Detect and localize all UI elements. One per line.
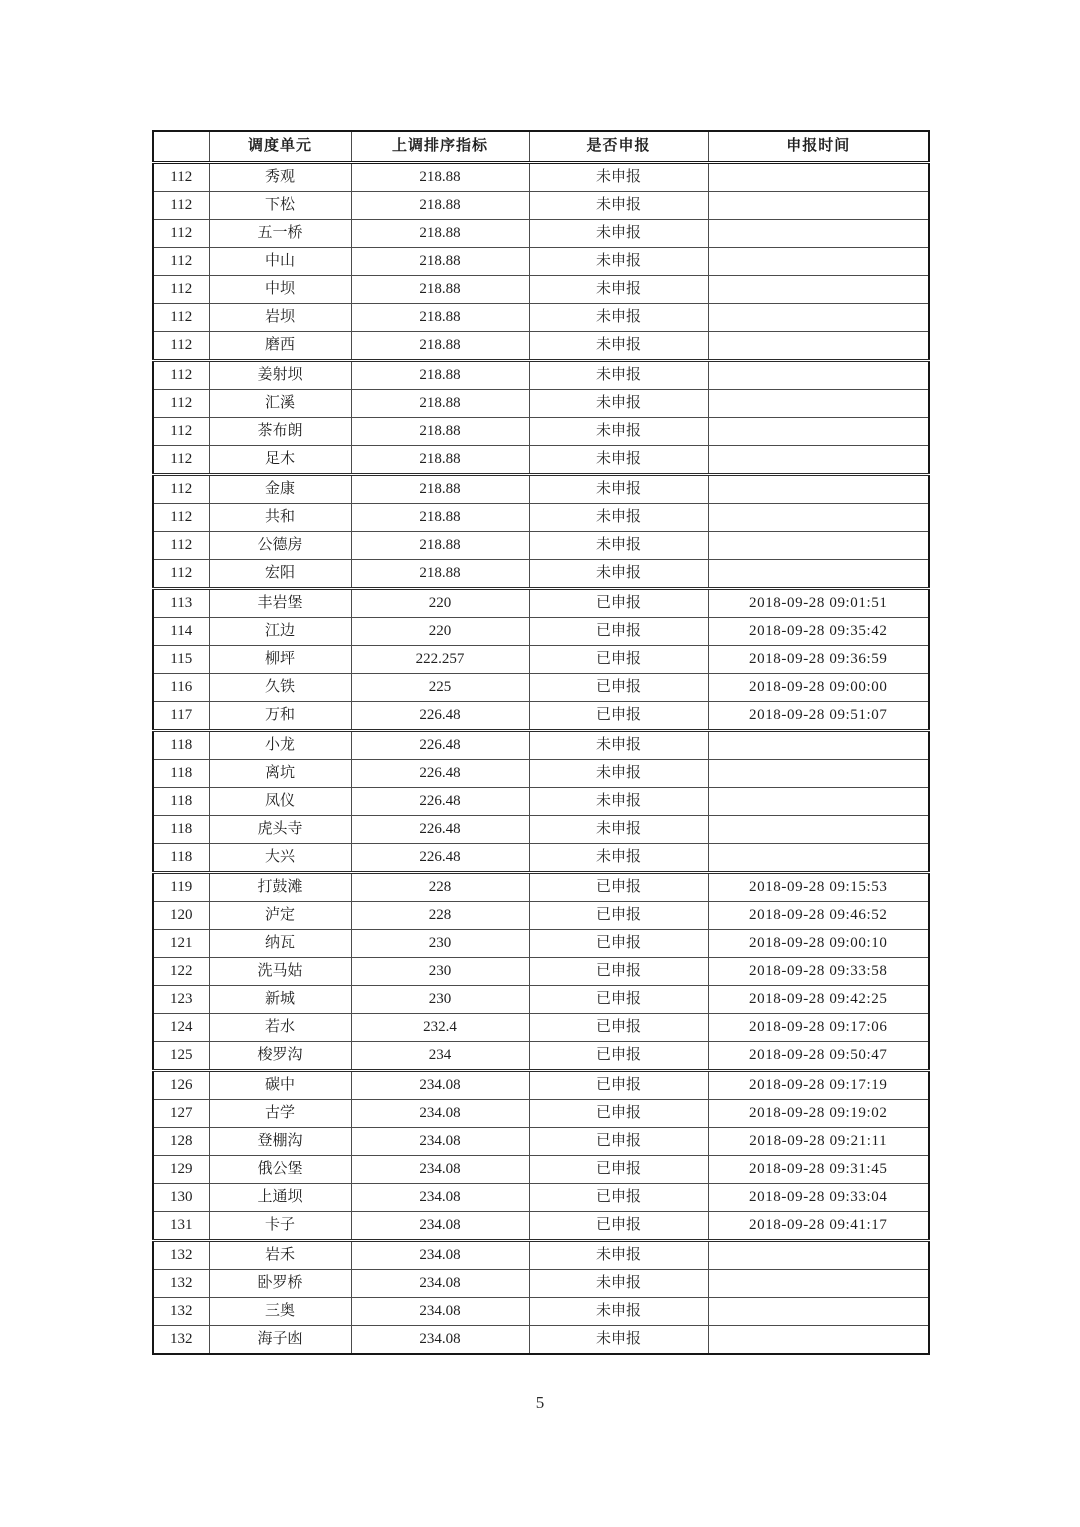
cell-indicator: 234.08 (351, 1298, 529, 1326)
cell-rank: 118 (153, 760, 209, 788)
table-row (153, 560, 929, 589)
cell-time: 2018-09-28 09:00:00 (708, 674, 929, 702)
cell-time (708, 390, 929, 418)
cell-rank: 112 (153, 560, 209, 589)
cell-declared: 未申报 (529, 475, 708, 504)
cell-time: 2018-09-28 09:01:51 (708, 589, 929, 618)
cell-time: 2018-09-28 09:33:04 (708, 1184, 929, 1212)
cell-unit: 岩坝 (209, 304, 351, 332)
cell-time (708, 1241, 929, 1270)
cell-declared: 已申报 (529, 1014, 708, 1042)
table-row (153, 1014, 929, 1042)
page-number: 5 (535, 1393, 545, 1412)
table-row (153, 361, 929, 390)
cell-declared: 已申报 (529, 902, 708, 930)
cell-rank: 118 (153, 788, 209, 816)
cell-unit: 江边 (209, 618, 351, 646)
cell-declared: 已申报 (529, 674, 708, 702)
cell-time (708, 788, 929, 816)
cell-time (708, 332, 929, 361)
cell-time (708, 1326, 929, 1355)
cell-rank: 112 (153, 475, 209, 504)
cell-time: 2018-09-28 09:17:19 (708, 1071, 929, 1100)
cell-unit: 碳中 (209, 1071, 351, 1100)
cell-unit: 三奥 (209, 1298, 351, 1326)
cell-rank: 112 (153, 192, 209, 220)
cell-unit: 下松 (209, 192, 351, 220)
cell-declared: 已申报 (529, 958, 708, 986)
cell-rank: 113 (153, 589, 209, 618)
cell-declared: 已申报 (529, 646, 708, 674)
cell-indicator: 226.48 (351, 844, 529, 873)
table-row (153, 873, 929, 902)
cell-time (708, 731, 929, 760)
cell-rank: 112 (153, 220, 209, 248)
cell-indicator: 234.08 (351, 1071, 529, 1100)
cell-rank: 126 (153, 1071, 209, 1100)
cell-declared: 已申报 (529, 873, 708, 902)
cell-declared: 已申报 (529, 1184, 708, 1212)
cell-unit: 五一桥 (209, 220, 351, 248)
cell-rank: 120 (153, 902, 209, 930)
table-row (153, 1042, 929, 1071)
cell-indicator: 234.08 (351, 1270, 529, 1298)
table-row (153, 1156, 929, 1184)
header-cell-indicator: 上调排序指标 (351, 131, 529, 163)
cell-declared: 已申报 (529, 986, 708, 1014)
cell-rank: 132 (153, 1326, 209, 1355)
table-row (153, 332, 929, 361)
cell-rank: 116 (153, 674, 209, 702)
cell-unit: 足木 (209, 446, 351, 475)
cell-unit: 小龙 (209, 731, 351, 760)
cell-indicator: 218.88 (351, 304, 529, 332)
table-row (153, 731, 929, 760)
cell-indicator: 218.88 (351, 475, 529, 504)
cell-time: 2018-09-28 09:15:53 (708, 873, 929, 902)
table-row (153, 760, 929, 788)
cell-time (708, 361, 929, 390)
cell-indicator: 234.08 (351, 1128, 529, 1156)
cell-indicator: 218.88 (351, 446, 529, 475)
cell-declared: 未申报 (529, 760, 708, 788)
cell-time: 2018-09-28 09:31:45 (708, 1156, 929, 1184)
cell-unit: 俄公堡 (209, 1156, 351, 1184)
cell-indicator: 234.08 (351, 1326, 529, 1355)
table-row (153, 1326, 929, 1355)
table-row (153, 163, 929, 192)
cell-declared: 未申报 (529, 361, 708, 390)
cell-declared: 未申报 (529, 816, 708, 844)
cell-unit: 宏阳 (209, 560, 351, 589)
cell-indicator: 234.08 (351, 1156, 529, 1184)
table-row (153, 1298, 929, 1326)
table-row (153, 1212, 929, 1241)
cell-indicator: 226.48 (351, 816, 529, 844)
data-table (152, 130, 930, 1355)
cell-indicator: 230 (351, 930, 529, 958)
cell-time (708, 163, 929, 192)
cell-rank: 112 (153, 248, 209, 276)
cell-time: 2018-09-28 09:51:07 (708, 702, 929, 731)
cell-declared: 未申报 (529, 844, 708, 873)
cell-time (708, 304, 929, 332)
cell-indicator: 234.08 (351, 1241, 529, 1270)
cell-rank: 114 (153, 618, 209, 646)
cell-unit: 虎头寺 (209, 816, 351, 844)
cell-unit: 磨西 (209, 332, 351, 361)
cell-unit: 共和 (209, 504, 351, 532)
cell-rank: 118 (153, 844, 209, 873)
cell-unit: 岩禾 (209, 1241, 351, 1270)
cell-declared: 未申报 (529, 276, 708, 304)
cell-rank: 112 (153, 332, 209, 361)
cell-unit: 梭罗沟 (209, 1042, 351, 1071)
cell-indicator: 220 (351, 589, 529, 618)
table-row (153, 816, 929, 844)
cell-rank: 128 (153, 1128, 209, 1156)
cell-rank: 119 (153, 873, 209, 902)
table-row (153, 674, 929, 702)
cell-declared: 未申报 (529, 304, 708, 332)
table-header-row (153, 131, 929, 163)
table-row (153, 1270, 929, 1298)
cell-time: 2018-09-28 09:35:42 (708, 618, 929, 646)
table-row (153, 1100, 929, 1128)
cell-unit: 茶布朗 (209, 418, 351, 446)
cell-rank: 112 (153, 163, 209, 192)
cell-indicator: 228 (351, 902, 529, 930)
cell-time (708, 248, 929, 276)
cell-unit: 古学 (209, 1100, 351, 1128)
table-row (153, 1184, 929, 1212)
cell-indicator: 220 (351, 618, 529, 646)
cell-rank: 115 (153, 646, 209, 674)
cell-declared: 未申报 (529, 560, 708, 589)
table-row (153, 844, 929, 873)
table-row (153, 1128, 929, 1156)
cell-unit: 大兴 (209, 844, 351, 873)
cell-rank: 117 (153, 702, 209, 731)
cell-unit: 泸定 (209, 902, 351, 930)
cell-indicator: 222.257 (351, 646, 529, 674)
cell-time (708, 560, 929, 589)
cell-time (708, 1270, 929, 1298)
cell-indicator: 218.88 (351, 418, 529, 446)
cell-time: 2018-09-28 09:46:52 (708, 902, 929, 930)
cell-time: 2018-09-28 09:17:06 (708, 1014, 929, 1042)
cell-declared: 已申报 (529, 1071, 708, 1100)
header-cell-declared: 是否申报 (529, 131, 708, 163)
cell-rank: 112 (153, 504, 209, 532)
cell-declared: 未申报 (529, 1241, 708, 1270)
cell-indicator: 230 (351, 986, 529, 1014)
cell-rank: 132 (153, 1298, 209, 1326)
cell-unit: 海子凼 (209, 1326, 351, 1355)
cell-indicator: 218.88 (351, 532, 529, 560)
cell-time (708, 532, 929, 560)
cell-indicator: 226.48 (351, 731, 529, 760)
table-row (153, 418, 929, 446)
cell-rank: 132 (153, 1270, 209, 1298)
cell-declared: 未申报 (529, 390, 708, 418)
cell-declared: 已申报 (529, 1100, 708, 1128)
cell-time: 2018-09-28 09:41:17 (708, 1212, 929, 1241)
cell-rank: 112 (153, 276, 209, 304)
cell-unit: 卧罗桥 (209, 1270, 351, 1298)
cell-unit: 汇溪 (209, 390, 351, 418)
cell-unit: 新城 (209, 986, 351, 1014)
table-row (153, 589, 929, 618)
cell-time (708, 276, 929, 304)
cell-declared: 未申报 (529, 532, 708, 560)
cell-declared: 已申报 (529, 1212, 708, 1241)
cell-unit: 登棚沟 (209, 1128, 351, 1156)
table-row (153, 276, 929, 304)
cell-indicator: 228 (351, 873, 529, 902)
cell-indicator: 230 (351, 958, 529, 986)
cell-unit: 中山 (209, 248, 351, 276)
cell-unit: 离坑 (209, 760, 351, 788)
cell-rank: 123 (153, 986, 209, 1014)
cell-indicator: 234.08 (351, 1212, 529, 1241)
cell-rank: 112 (153, 390, 209, 418)
cell-rank: 112 (153, 304, 209, 332)
cell-time: 2018-09-28 09:36:59 (708, 646, 929, 674)
cell-indicator: 218.88 (351, 504, 529, 532)
cell-rank: 129 (153, 1156, 209, 1184)
cell-declared: 已申报 (529, 589, 708, 618)
cell-rank: 112 (153, 532, 209, 560)
cell-unit: 姜射坝 (209, 361, 351, 390)
header-cell-rank (153, 131, 209, 163)
cell-rank: 112 (153, 446, 209, 475)
table-row (153, 390, 929, 418)
cell-time (708, 220, 929, 248)
cell-declared: 未申报 (529, 220, 708, 248)
cell-unit: 柳坪 (209, 646, 351, 674)
table-row (153, 248, 929, 276)
cell-unit: 上通坝 (209, 1184, 351, 1212)
cell-indicator: 218.88 (351, 192, 529, 220)
cell-declared: 已申报 (529, 1128, 708, 1156)
cell-indicator: 218.88 (351, 332, 529, 361)
table-row (153, 930, 929, 958)
cell-time (708, 504, 929, 532)
cell-declared: 未申报 (529, 192, 708, 220)
cell-declared: 未申报 (529, 788, 708, 816)
cell-unit: 秀观 (209, 163, 351, 192)
cell-unit: 凤仪 (209, 788, 351, 816)
cell-indicator: 232.4 (351, 1014, 529, 1042)
cell-time: 2018-09-28 09:19:02 (708, 1100, 929, 1128)
table-row (153, 532, 929, 560)
table-row (153, 475, 929, 504)
cell-time: 2018-09-28 09:42:25 (708, 986, 929, 1014)
table-row (153, 702, 929, 731)
cell-declared: 未申报 (529, 248, 708, 276)
cell-declared: 未申报 (529, 446, 708, 475)
table-row (153, 1071, 929, 1100)
cell-unit: 洗马姑 (209, 958, 351, 986)
cell-rank: 121 (153, 930, 209, 958)
cell-time (708, 1298, 929, 1326)
cell-time (708, 446, 929, 475)
cell-indicator: 218.88 (351, 390, 529, 418)
cell-rank: 130 (153, 1184, 209, 1212)
cell-declared: 已申报 (529, 1042, 708, 1071)
cell-indicator: 234.08 (351, 1100, 529, 1128)
cell-time: 2018-09-28 09:33:58 (708, 958, 929, 986)
header-cell-time: 申报时间 (708, 131, 929, 163)
cell-indicator: 218.88 (351, 361, 529, 390)
cell-rank: 125 (153, 1042, 209, 1071)
cell-unit: 打鼓滩 (209, 873, 351, 902)
cell-indicator: 234 (351, 1042, 529, 1071)
cell-time: 2018-09-28 09:21:11 (708, 1128, 929, 1156)
cell-rank: 118 (153, 731, 209, 760)
cell-indicator: 226.48 (351, 760, 529, 788)
cell-rank: 118 (153, 816, 209, 844)
cell-declared: 未申报 (529, 163, 708, 192)
cell-rank: 122 (153, 958, 209, 986)
cell-indicator: 226.48 (351, 702, 529, 731)
cell-time (708, 475, 929, 504)
table-row (153, 304, 929, 332)
cell-time (708, 816, 929, 844)
cell-rank: 132 (153, 1241, 209, 1270)
cell-unit: 金康 (209, 475, 351, 504)
cell-unit: 丰岩堡 (209, 589, 351, 618)
cell-indicator: 218.88 (351, 220, 529, 248)
table-row (153, 192, 929, 220)
cell-rank: 124 (153, 1014, 209, 1042)
cell-unit: 若水 (209, 1014, 351, 1042)
cell-indicator: 218.88 (351, 163, 529, 192)
cell-rank: 112 (153, 418, 209, 446)
cell-declared: 已申报 (529, 1156, 708, 1184)
cell-unit: 万和 (209, 702, 351, 731)
cell-rank: 131 (153, 1212, 209, 1241)
header-cell-unit: 调度单元 (209, 131, 351, 163)
cell-declared: 未申报 (529, 504, 708, 532)
cell-time: 2018-09-28 09:50:47 (708, 1042, 929, 1071)
cell-indicator: 218.88 (351, 276, 529, 304)
cell-declared: 未申报 (529, 731, 708, 760)
table-row (153, 986, 929, 1014)
table-row (153, 446, 929, 475)
cell-time (708, 418, 929, 446)
table-row (153, 958, 929, 986)
table-row (153, 504, 929, 532)
table-row (153, 1241, 929, 1270)
cell-unit: 卡子 (209, 1212, 351, 1241)
cell-declared: 未申报 (529, 1326, 708, 1355)
cell-indicator: 218.88 (351, 248, 529, 276)
cell-declared: 未申报 (529, 1270, 708, 1298)
cell-declared: 未申报 (529, 1298, 708, 1326)
cell-declared: 已申报 (529, 930, 708, 958)
cell-unit: 久铁 (209, 674, 351, 702)
table-row (153, 788, 929, 816)
table-row (153, 646, 929, 674)
cell-indicator: 234.08 (351, 1184, 529, 1212)
cell-declared: 已申报 (529, 702, 708, 731)
cell-indicator: 225 (351, 674, 529, 702)
table-row (153, 618, 929, 646)
cell-declared: 未申报 (529, 332, 708, 361)
cell-declared: 已申报 (529, 618, 708, 646)
cell-indicator: 218.88 (351, 560, 529, 589)
table-row (153, 220, 929, 248)
cell-rank: 112 (153, 361, 209, 390)
table-row (153, 902, 929, 930)
cell-unit: 纳瓦 (209, 930, 351, 958)
cell-indicator: 226.48 (351, 788, 529, 816)
cell-time (708, 760, 929, 788)
cell-unit: 公德房 (209, 532, 351, 560)
cell-declared: 未申报 (529, 418, 708, 446)
cell-time (708, 192, 929, 220)
cell-time: 2018-09-28 09:00:10 (708, 930, 929, 958)
cell-unit: 中坝 (209, 276, 351, 304)
cell-time (708, 844, 929, 873)
cell-rank: 127 (153, 1100, 209, 1128)
